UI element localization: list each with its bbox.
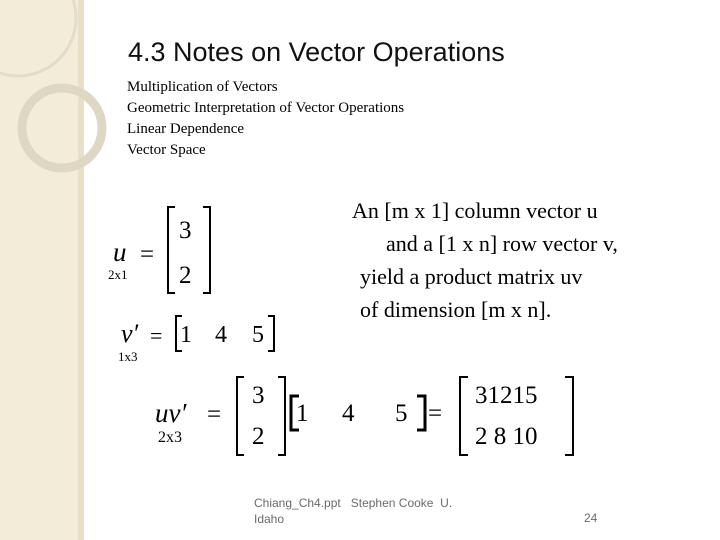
eq-product-result-row: 31215 [475, 382, 538, 409]
eq-u-bracket-right [203, 207, 210, 293]
eq-v-bracket-right [268, 316, 274, 351]
eq-v-var: v′ [121, 319, 139, 348]
topic-item: Linear Dependence [127, 121, 245, 137]
footer-line: Idaho [254, 512, 285, 526]
eq-u-entry: 3 [179, 217, 192, 244]
eq-product-result-bracket-left [460, 377, 468, 455]
slide-title: 4.3 Notes on Vector Operations [128, 37, 505, 67]
topic-item: Multiplication of Vectors [127, 79, 278, 95]
eq-product-row-bracket-right [417, 396, 425, 430]
eq-product-equals-2: = [428, 400, 443, 427]
description-line: and a [1 x n] row vector v, [386, 231, 618, 256]
eq-product-result-row: 2 8 10 [475, 423, 538, 450]
eq-u-entry: 2 [179, 262, 192, 289]
eq-v-sub: 1x3 [118, 349, 138, 364]
eq-product-sub: 2x3 [158, 429, 182, 446]
topic-item: Geometric Interpretation of Vector Operations [127, 100, 405, 116]
eq-product-col-entry: 2 [252, 423, 265, 450]
slide-footer [254, 495, 452, 527]
eq-v-entry: 4 [215, 322, 227, 348]
eq-product-col-bracket-right [278, 377, 285, 455]
equation-product [155, 377, 573, 455]
eq-v-entry: 1 [180, 322, 192, 348]
eq-u-sub: 2x1 [108, 267, 128, 282]
footer-line: Chiang_Ch4.ppt Stephen Cooke U. [254, 496, 453, 510]
page-number: 24 [584, 511, 598, 525]
eq-u-bracket-left [168, 207, 175, 293]
eq-product-row-entry: 5 [395, 400, 408, 427]
eq-product-result-bracket-right [565, 377, 573, 455]
eq-product-equals: = [207, 401, 222, 428]
equation-v [118, 316, 274, 364]
eq-product-row-entry: 4 [342, 400, 355, 427]
topic-item: Vector Space [127, 142, 206, 158]
eq-product-col-bracket-left [237, 377, 244, 455]
equation-u [108, 207, 210, 293]
eq-product-col-entry: 3 [252, 382, 265, 409]
description-line: An [m x 1] column vector u [352, 198, 598, 223]
eq-u-var: u [113, 237, 127, 267]
eq-v-equals: = [150, 323, 163, 348]
eq-product-var: uv′ [155, 398, 187, 428]
eq-product-row-entry: 1 [296, 400, 309, 427]
description-line: yield a product matrix uv [360, 264, 583, 289]
eq-v-entry: 5 [252, 322, 264, 348]
description-line: of dimension [m x n]. [360, 297, 552, 322]
eq-u-equals: = [140, 241, 155, 268]
